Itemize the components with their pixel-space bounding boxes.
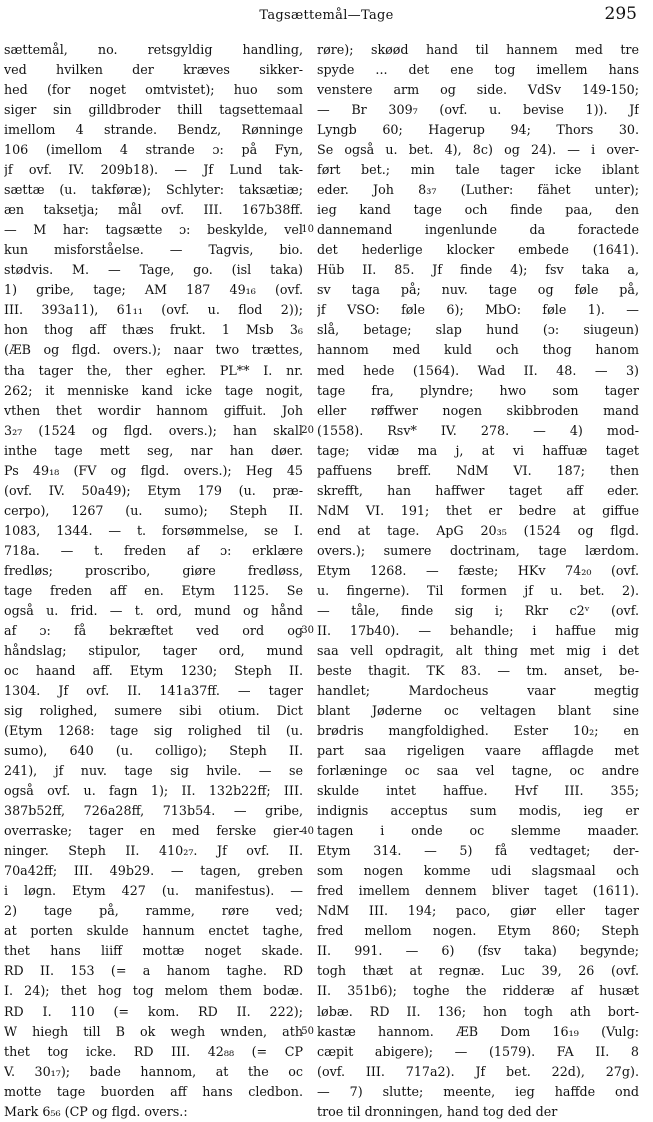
right-column-line: løbæ. RD II. 136; hon togh ath bort- [317,1003,639,1019]
left-column-line: III. 393a11), 61₁₁ (ovf. u. flod 2)); [4,302,303,318]
right-column-line: røre); skøød hand til hannem med tre [317,42,639,57]
left-column-line: Ps 49₁₈ (FV og flgd. overs.); Heg 45 [4,462,303,478]
right-column-line: — Br 309₇ (ovf. u. bevise 1)). Jf [317,102,639,118]
running-head: Tagsættemål—Tage [259,8,394,23]
line-number: 50 [301,1025,314,1037]
left-column-line: RD II. 153 (= a hanom taghe. RD [4,963,303,979]
page-number: 295 [604,4,637,24]
left-column-line: motte tage buorden aff hans cledbon. [4,1083,303,1099]
right-column-line: (ovf. III. 717a2). Jf bet. 22d), 27g). [317,1063,639,1079]
right-column-line: end at tage. ApG 20₃₅ (1524 og flgd. [317,522,639,538]
right-column-line: sv taga på; nuv. tage og føle på, [317,282,639,298]
right-column-line: tagen i onde oc slemme maader. [317,823,639,839]
right-column-line: NdM VI. 191; thet er bedre at giffue [317,502,639,518]
left-column-line: ved hvilken der kræves sikker- [4,62,303,78]
right-column-line: med hede (1564). Wad II. 48. — 3) [317,362,639,378]
right-column-line: eller røffwer nogen skibbroden mand [317,402,639,418]
right-column-line: ført bet.; min tale tager icke iblant [317,162,639,178]
left-column-line: thet tog icke. RD III. 42₈₈ (= CP [4,1043,303,1059]
right-column-line: II. 351b6); toghe the ridderæ af husæt [317,983,639,999]
left-column-line: Mark 6₅₆ (CP og flgd. overs.: [4,1103,188,1119]
left-column-line: sumo), 640 (u. colligo); Steph II. [4,743,303,759]
left-column-line: sættæ (u. takføræ); Schlyter: taksætiæ; [4,182,303,198]
left-column-line: (ÆB og flgd. overs.); naar two trættes, [4,342,303,358]
right-column [317,40,639,1122]
left-column-line: 1) gribe, tage; AM 187 49₁₆ (ovf. [4,282,303,298]
left-column-line: også u. frid. — t. ord, mund og hånd [4,602,303,618]
left-column [4,40,303,1122]
left-column-line: 241), jf nuv. tage sig hvile. — se [4,763,303,779]
left-column-line: inthe tage mett seg, nar han døer. [4,442,303,458]
right-column-line: blant Jøderne oc veltagen blant sine [317,703,639,719]
right-column-line: dannemand ingenlunde da foractede [317,222,639,238]
right-column-line: NdM III. 194; paco, giør eller tager [317,903,639,919]
left-column-line: 106 (imellom 4 strande ɔ: på Fyn, [4,142,303,158]
right-column-line: ieg kand tage och finde paa, den [317,202,639,218]
left-column-line: 718a. — t. freden af ɔ: erklære [4,542,303,558]
left-column-line: 387b52ff, 726a28ff, 713b54. — gribe, [4,803,303,819]
left-column-line: cerpo), 1267 (u. sumo); Steph II. [4,502,303,518]
left-column-line: hed (for noget omtvistet); huo som [4,82,303,98]
right-column-line: Se også u. bet. 4), 8c) og 24). — i over- [317,142,639,158]
line-number: 40 [301,825,314,837]
right-column-line: kastæ hannom. ÆB Dom 16₁₉ (Vulg: [317,1023,639,1039]
left-column-line: at porten skulde hannum enctet taghe, [4,923,303,939]
left-column-line: æn taksetja; mål ovf. III. 167b38ff. [4,202,303,218]
right-column-line: handlet; Mardocheus vaar megtig [317,683,639,698]
line-number: 10 [301,224,314,236]
left-column-line: 262; it menniske kand icke tage nogit, [4,382,303,398]
right-column-line: Hüb II. 85. Jf finde 4); fsv taka a, [317,262,639,278]
right-column-line: saa vell opdragit, alt thing met mig i det [317,642,639,658]
left-column-line: af ɔ: få bekræftet ved ord og [4,622,303,638]
left-column-line: fredløs; proscribo, giøre fredløss, [4,562,303,578]
left-column-line: 2) tage på, ramme, røre ved; [4,903,303,919]
left-column-line: håndslag; stipulor, tager ord, mund [4,642,303,658]
left-column-line: stødvis. M. — Tage, go. (isl taka) [4,262,303,278]
right-column-line: overs.); sumere doctrinam, tage lærdom. [317,542,639,558]
right-column-line: hannom med kuld och thog hanom [317,342,639,358]
left-column-line: sig rolighed, sumere sibi otium. Dict [4,703,303,719]
left-column-line: oc haand aff. Etym 1230; Steph II. [4,662,303,678]
left-column-line: overraske; tager en med ferske gier- [4,823,303,839]
left-column-line: W hiegh till B ok wegh wnden, ath [4,1023,303,1039]
left-column-line: sættemål, no. retsgyldig handling, [4,42,303,57]
right-column-line: — tåle, finde sig i; Rkr c2ᵛ (ovf. [317,602,639,618]
right-column-line: skulde intet haffue. Hvf III. 355; [317,783,639,799]
right-column-line: brødris mangfoldighed. Ester 10₂; en [317,723,639,739]
right-column-line: det hederlige klocker embede (1641). [317,242,639,258]
left-column-line: V. 30₁₇); bade hannom, at the oc [4,1063,303,1079]
left-column-line: vthen thet wordir hannom giffuit. Joh [4,402,303,418]
right-column-line: jf VSO: føle 6); MbO: føle 1). — [317,302,639,318]
left-column-line: 1304. Jf ovf. II. 141a37ff. — tager [4,683,303,698]
left-column-line: I. 24); thet hog tog melom them bodæ. [4,983,303,999]
right-column-line: skrefft, han haffwer taget aff eder. [317,482,639,498]
right-column-line: (1558). Rsv* IV. 278. — 4) mod- [317,422,639,438]
right-column-line: paffuens breff. NdM VI. 187; then [317,462,639,478]
left-column-line: 1083, 1344. — t. forsømmelse, se I. [4,522,303,538]
right-column-line: indignis acceptus sum modis, ieg er [317,803,639,819]
left-column-line: (Etym 1268: tage sig rolighed til (u. [4,723,303,739]
left-column-line: ninger. Steph II. 410₂₇. Jf ovf. II. [4,843,303,859]
right-column-line: spyde ... det ene tog imellem hans [317,62,639,78]
left-column-line: jf ovf. IV. 209b18). — Jf Lund tak- [4,162,303,178]
left-column-line: thet hans liiff mottæ noget skade. [4,943,303,959]
right-column-line: cæpit abigere); — (1579). FA II. 8 [317,1043,639,1059]
left-column-line: hon thog aff thæs frukt. 1 Msb 3₆ [4,322,303,338]
line-number: 20 [301,424,314,436]
right-column-line: II. 17b40). — behandle; i haffue mig [317,622,639,638]
right-column-line: tage fra, plyndre; hwo som tager [317,382,639,398]
right-column-line: Lyngb 60; Hagerup 94; Thors 30. [317,122,639,138]
right-column-line: Etym 314. — 5) få vedtaget; der- [317,843,639,859]
left-column-line: siger sin gilldbroder thill tagsettemaal [4,102,303,118]
left-column-line: også ovf. u. fagn 1); II. 132b22ff; III. [4,783,303,799]
right-column-line: — 7) slutte; meente, ieg haffde ond [317,1083,639,1099]
right-column-line: togh thæt at regnæ. Luc 39, 26 (ovf. [317,963,639,979]
left-column-line: tage freden aff en. Etym 1125. Se [4,582,303,598]
left-column-line: — M har: tagsætte ɔ: beskylde, vel [4,222,303,238]
right-column-line: troe til dronningen, hand tog ded der [317,1103,558,1119]
left-column-line: tha tager the, ther egher. PL** I. nr. [4,362,303,378]
page-header [0,2,653,28]
left-column-line: RD I. 110 (= kom. RD II. 222); [4,1003,303,1019]
right-column-line: beste thagit. TK 83. — tm. anset, be- [317,662,639,678]
right-column-line: fred mellom nogen. Etym 860; Steph [317,923,639,939]
left-column-line: kun misforståelse. — Tagvis, bio. [4,242,303,258]
right-column-line: part saa rigeligen vaare afflagde met [317,743,639,759]
left-column-line: i løgn. Etym 427 (u. manifestus). — [4,883,303,899]
left-column-line: 70a42ff; III. 49b29. — tagen, greben [4,863,303,879]
right-column-line: II. 991. — 6) (fsv taka) begynde; [317,943,639,959]
left-column-line: 3₂₇ (1524 og flgd. overs.); han skall [4,422,303,438]
left-column-line: (ovf. IV. 50a49); Etym 179 (u. præ- [4,482,303,498]
right-column-line: Etym 1268. — fæste; HKv 74₂₀ (ovf. [317,562,639,578]
right-column-line: som nogen komme udi slagsmaal och [317,863,639,879]
right-column-line: forlæninge oc saa vel tagne, oc andre [317,763,639,779]
right-column-line: eder. Joh 8₃₇ (Luther: fähet unter); [317,182,639,198]
right-column-line: tage; vidæ ma j, at vi haffuæ taget [317,442,639,458]
right-column-line: slå, betage; slap hund (ɔ: siugeun) [317,322,639,338]
right-column-line: venstere arm og side. VdSv 149-150; [317,82,639,98]
line-number: 30 [301,625,314,637]
right-column-line: fred imellem dennem bliver taget (1611). [317,883,639,899]
right-column-line: u. fingerne). Til formen jf u. bet. 2). [317,582,639,598]
left-column-line: imellom 4 strande. Bendz, Rønninge [4,122,303,138]
